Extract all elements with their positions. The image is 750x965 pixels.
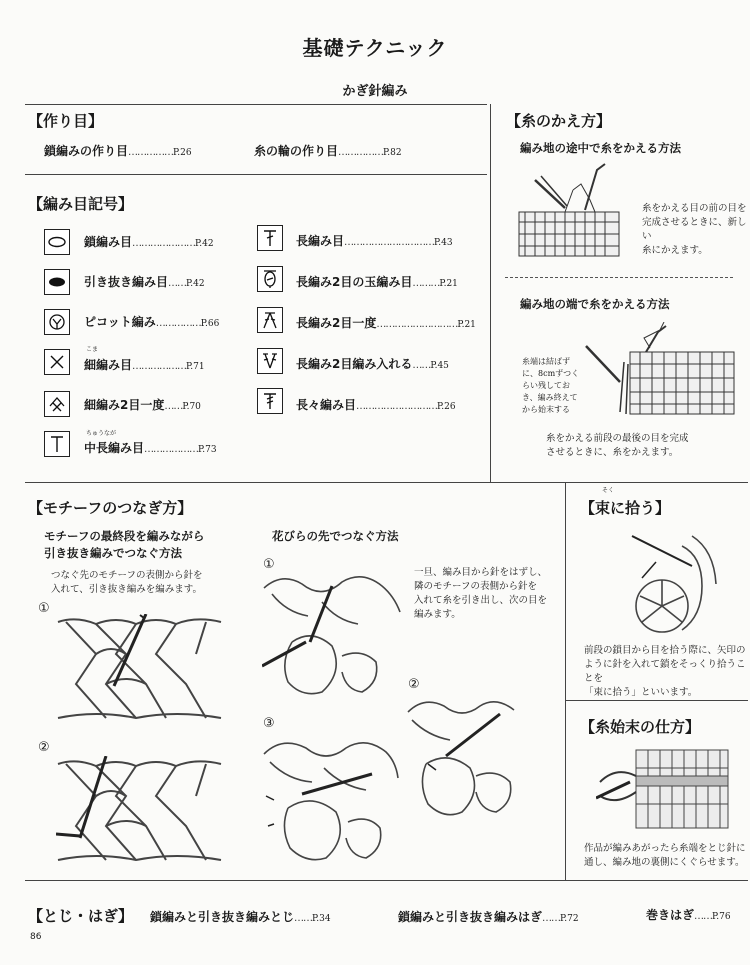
dc2tog-icon — [257, 307, 283, 333]
ruby-text: ちゅうなが — [86, 430, 117, 437]
divider — [565, 700, 748, 701]
itoshimatsu-text: 作品が編みあがったら糸端をとじ針に 通し、編み地の裏側にくぐらせます。 — [584, 843, 746, 868]
magic-ring-item: 糸の輪の作り目……………P.82 — [254, 144, 402, 158]
taba-heading: 【束に拾う】 — [580, 499, 671, 517]
divider — [25, 482, 565, 483]
toji-item: 鎖編みと引き抜き編みはぎ……P.72 — [398, 910, 579, 924]
half-double-icon — [44, 431, 70, 457]
symbol-row: 長編み目…………………………P.43 — [296, 234, 453, 248]
itokae-end-text: 糸をかえる前段の最後の目を完成 させるときに、糸をかえます。 — [546, 433, 689, 458]
itoshimatsu-heading: 【糸始末の仕方】 — [580, 718, 701, 736]
toji-item: 鎖編みと引き抜き編みとじ……P.34 — [150, 910, 331, 924]
divider — [25, 104, 487, 105]
yarn-finish-illustration — [596, 746, 730, 832]
chain-foundation-item: 鎖編みの作り目……………P.26 — [44, 144, 192, 158]
step-number: ② — [38, 740, 50, 755]
itokae-mid-text: 糸をかえる目の前の目を 完成させるときに、新しい 糸にかえます。 — [642, 203, 747, 256]
symbol-row: 鎖編み目…………………P.42 — [84, 235, 214, 249]
ruby-text: こま — [86, 346, 99, 353]
petal-join-step2-illustration — [406, 694, 536, 824]
taba-illustration — [622, 526, 728, 636]
itokae-end-title: 編み地の端で糸をかえる方法 — [520, 297, 670, 311]
divider — [490, 104, 491, 482]
picot-icon — [44, 309, 70, 335]
tsukurime-heading: 【作り目】 — [28, 112, 104, 130]
treble-icon — [257, 388, 283, 414]
kigou-heading: 【編み目記号】 — [28, 195, 134, 213]
motif-join-step2-illustration — [56, 756, 226, 868]
divider — [25, 880, 748, 881]
petal-join-step1-illustration — [262, 572, 402, 698]
taba-text: 前段の鎖目から目を拾う際に、矢印の ように針を入れて鎖をそっくり拾うことを 「束に拾う」といいます。 — [584, 645, 746, 698]
page-number: 86 — [30, 932, 42, 942]
motif-b-text: 一旦、編み目から針をはずし、 隣のモチーフの表側から針を 入れて糸を引き出し、次の目を 編みます。 — [414, 567, 548, 620]
itokae-heading: 【糸のかえ方】 — [506, 112, 612, 130]
motif-join-step1-illustration — [56, 614, 226, 726]
motif-a-title: モチーフの最終段を編みながら 引き抜き編みでつなぐ方法 — [44, 529, 205, 560]
single-crochet-icon — [44, 349, 70, 375]
symbol-row: 長編み2目の玉編み目………P.21 — [296, 275, 458, 289]
toji-item: 巻きはぎ……P.76 — [646, 908, 731, 922]
page-title: 基礎テクニック — [302, 36, 448, 60]
step-number: ① — [38, 601, 50, 616]
dc-increase-icon — [257, 348, 283, 374]
itokae-end-note: 糸端は結ばず に、8cmずつく らい残してお き、編み終えて から始末する — [522, 357, 580, 414]
dashed-divider — [505, 277, 733, 278]
step-number: ① — [263, 557, 275, 572]
yarn-change-middle-illustration — [515, 160, 625, 260]
symbol-row: 長編み2目一度………………………P.21 — [296, 316, 476, 330]
motif-heading: 【モチーフのつなぎ方】 — [28, 499, 193, 517]
ruby-text: そく — [602, 487, 615, 494]
symbol-row: 細編み2目一度……P.70 — [84, 398, 201, 412]
yarn-change-end-illustration — [580, 322, 736, 422]
bobble-icon — [257, 266, 283, 292]
page-subtitle: かぎ針編み — [342, 84, 408, 99]
divider — [25, 174, 487, 175]
double-crochet-icon — [257, 225, 283, 251]
symbol-row: ピコット編み……………P.66 — [84, 315, 220, 329]
symbol-row: 長々編み目………………………P.26 — [296, 398, 456, 412]
motif-a-text: つなぐ先のモチーフの表側から針を 入れて、引き抜き編みを編みます。 — [51, 570, 203, 595]
divider — [565, 482, 566, 880]
itokae-mid-title: 編み地の途中で糸をかえる方法 — [520, 141, 681, 155]
slip-stitch-icon — [44, 269, 70, 295]
motif-b-title: 花びらの先でつなぐ方法 — [272, 529, 399, 543]
sc2tog-icon — [44, 391, 70, 417]
symbol-row: 細編み目………………P.71 — [84, 358, 205, 372]
symbol-row: 長編み2目編み入れる……P.45 — [296, 357, 449, 371]
chain-stitch-icon — [44, 229, 70, 255]
petal-join-step3-illustration — [262, 734, 402, 864]
step-number: ② — [408, 677, 420, 692]
step-number: ③ — [263, 716, 275, 731]
symbol-row: 引き抜き編み目……P.42 — [84, 275, 205, 289]
toji-heading: 【とじ・はぎ】 — [28, 907, 134, 925]
symbol-row: 中長編み目………………P.73 — [84, 441, 217, 455]
